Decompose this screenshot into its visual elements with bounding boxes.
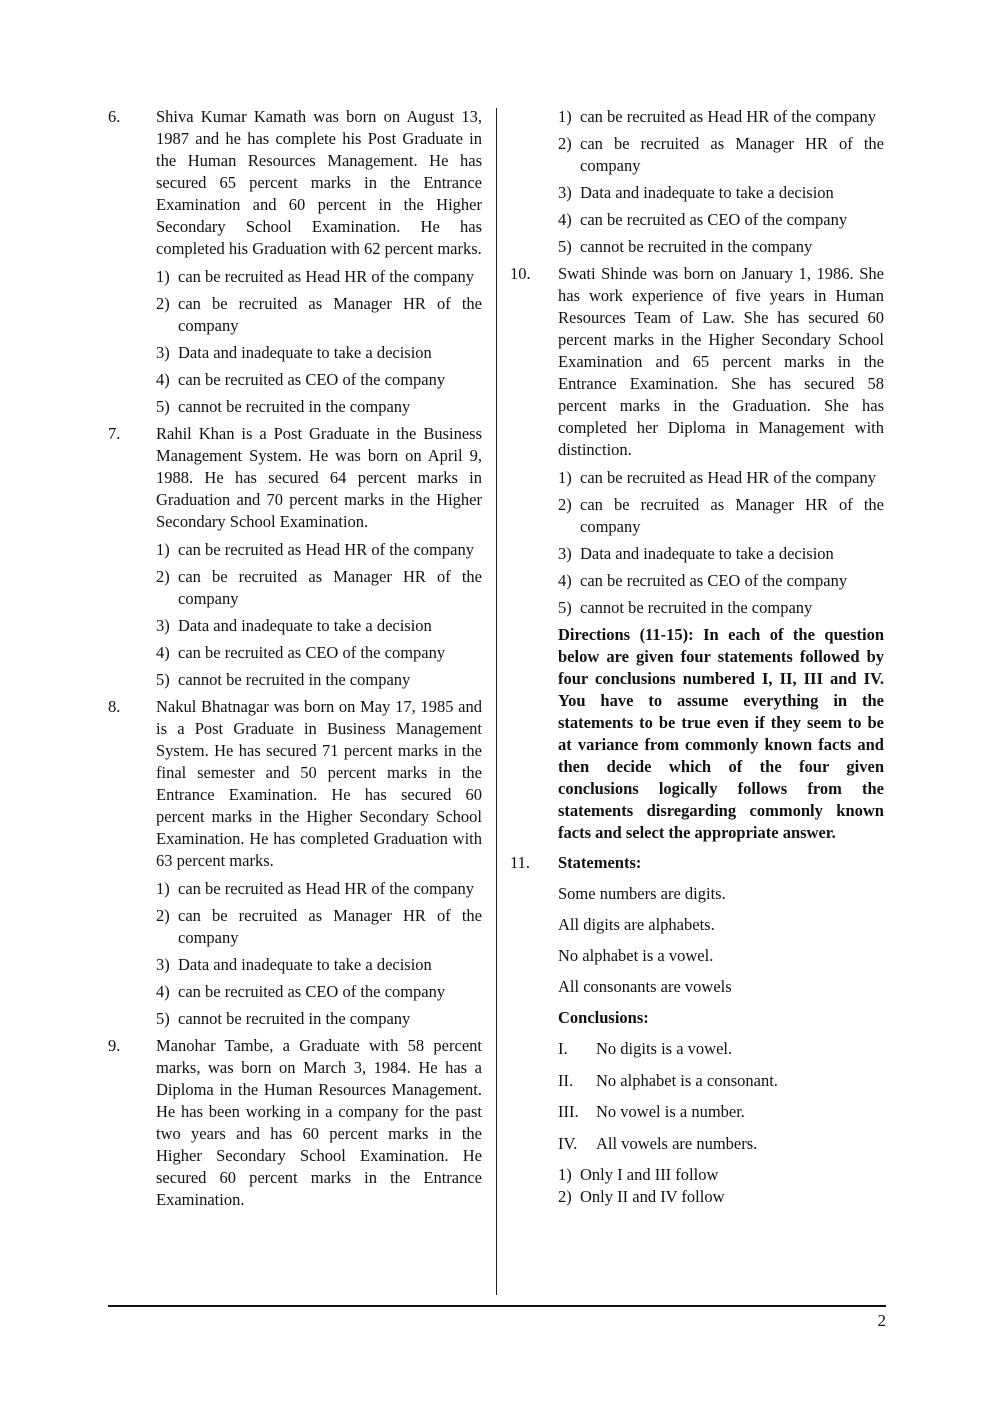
left-column [108, 106, 482, 1217]
question-text: Rahil Khan is a Post Graduate in the Business Management System. He was born on April 9, 1988. He has secured 64 percent marks in Graduation and 70 percent marks in the Higher Secondary School Examination. [156, 424, 482, 531]
options-6 [156, 266, 482, 418]
option-item[interactable]: 1) can be recruited as Head HR of the company [156, 879, 474, 898]
conclusion-item: II. No alphabet is a consonant. [558, 1070, 778, 1090]
question-number: 8. [108, 697, 121, 716]
question-7 [108, 423, 482, 533]
option-item[interactable]: 5) cannot be recruited in the company [156, 397, 411, 416]
question-number: 10. [510, 264, 531, 283]
question-text: Manohar Tambe, a Graduate with 58 percent marks, was born on March 3, 1984. He has a Diploma in the Human Resources Management. He has been working in a company for the past two years and has 60 percent marks in the Higher Secondary School Examination. He secured 60 percent marks in the Entrance Examination. [156, 1036, 482, 1209]
page-number: 2 [877, 1311, 886, 1330]
options-8 [156, 878, 482, 1030]
option-item[interactable]: 4) can be recruited as CEO of the company [558, 571, 848, 590]
option-item[interactable]: 5) cannot be recruited in the company [558, 237, 813, 256]
conclusions-title: Conclusions: [558, 1008, 649, 1027]
option-item[interactable]: 2) Only II and IV follow [558, 1187, 725, 1206]
option-item[interactable]: 2) can be recruited as Manager HR of the company [156, 906, 482, 947]
question-8 [108, 696, 482, 872]
options-10 [558, 467, 884, 619]
question-number: 6. [108, 107, 121, 126]
option-item[interactable]: 1) can be recruited as Head HR of the company [156, 267, 474, 286]
option-item[interactable]: 3) Data and inadequate to take a decision [156, 955, 432, 974]
right-column [510, 106, 884, 1208]
conclusion-item: I. No digits is a vowel. [558, 1039, 733, 1058]
directions-text: Directions (11-15): In each of the question below are given four statements followed by four conclusions numbered I, II, III and IV. You have to assume everything in the statements to be true even if they seem to be at variance from commonly known facts and then decide which of the four given conclusions logically follows from the statements disregarding commonly known facts and select the appropriate answer. [558, 625, 884, 842]
question-6 [108, 106, 482, 260]
option-item[interactable]: 2) can be recruited as Manager HR of the company [156, 294, 482, 335]
question-text: Shiva Kumar Kamath was born on August 13, 1987 and he has complete his Post Graduate in the Human Resources Management. He has secured 65 percent marks in the Entrance Examination and 60 percent in the Higher Secondary School Examination. He has completed his Graduation with 62 percent marks. [156, 107, 482, 258]
question-11 [510, 852, 884, 874]
statement-line: All digits are alphabets. [558, 915, 715, 934]
option-item[interactable]: 1) Only I and III follow [558, 1165, 719, 1184]
option-item[interactable]: 5) cannot be recruited in the company [156, 670, 411, 689]
option-item[interactable]: 1) can be recruited as Head HR of the company [558, 468, 876, 487]
conclusion-item: IV. All vowels are numbers. [558, 1133, 758, 1153]
statements-title: Statements: [558, 853, 642, 872]
question-text: Swati Shinde was born on January 1, 1986. She has work experience of five years in Human Resources Team of Law. She has secured 60 percent marks in the Higher Secondary School Examination and 65 percent marks in the Entrance Examination. She has secured 58 percent marks in the Graduation. She has completed her Diploma in Management with distinction. [558, 264, 884, 459]
conclusion-item: III. No vowel is a number. [558, 1102, 745, 1121]
footer-rule [108, 1305, 886, 1307]
question-number: 7. [108, 424, 121, 443]
option-item[interactable]: 4) can be recruited as CEO of the company [558, 210, 848, 229]
statement-line: Some numbers are digits. [558, 884, 726, 903]
option-item[interactable]: 4) can be recruited as CEO of the company [156, 643, 446, 662]
option-item[interactable]: 3) Data and inadequate to take a decision [156, 343, 432, 362]
answer-options-11 [558, 1164, 884, 1208]
options-9 [558, 106, 884, 258]
statement-line: All consonants are vowels [558, 977, 732, 996]
option-item[interactable]: 3) Data and inadequate to take a decision [558, 183, 834, 202]
question-number: 9. [108, 1036, 121, 1055]
option-item[interactable]: 5) cannot be recruited in the company [558, 598, 813, 617]
statement-line: No alphabet is a vowel. [558, 946, 714, 965]
question-number: 11. [510, 853, 531, 872]
question-9 [108, 1035, 482, 1211]
question-10 [510, 263, 884, 461]
options-7 [156, 539, 482, 691]
option-item[interactable]: 2) can be recruited as Manager HR of the company [156, 567, 482, 608]
option-item[interactable]: 4) can be recruited as CEO of the company [156, 370, 446, 389]
option-item[interactable]: 5) cannot be recruited in the company [156, 1009, 411, 1028]
option-item[interactable]: 1) can be recruited as Head HR of the company [156, 540, 474, 559]
option-item[interactable]: 3) Data and inadequate to take a decision [558, 544, 834, 563]
option-item[interactable]: 2) can be recruited as Manager HR of the company [558, 134, 884, 175]
question-text: Nakul Bhatnagar was born on May 17, 1985 and is a Post Graduate in Business Management System. He has secured 71 percent marks in the final semester and 50 percent marks in the Entrance Examination. He has secured 60 percent marks in the Higher Secondary School Examination. He has completed Graduation with 63 percent marks. [156, 697, 482, 870]
column-divider [496, 108, 497, 1295]
option-item[interactable]: 2) can be recruited as Manager HR of the company [558, 495, 884, 536]
option-item[interactable]: 3) Data and inadequate to take a decision [156, 616, 432, 635]
option-item[interactable]: 4) can be recruited as CEO of the company [156, 982, 446, 1001]
option-item[interactable]: 1) can be recruited as Head HR of the company [558, 107, 876, 126]
